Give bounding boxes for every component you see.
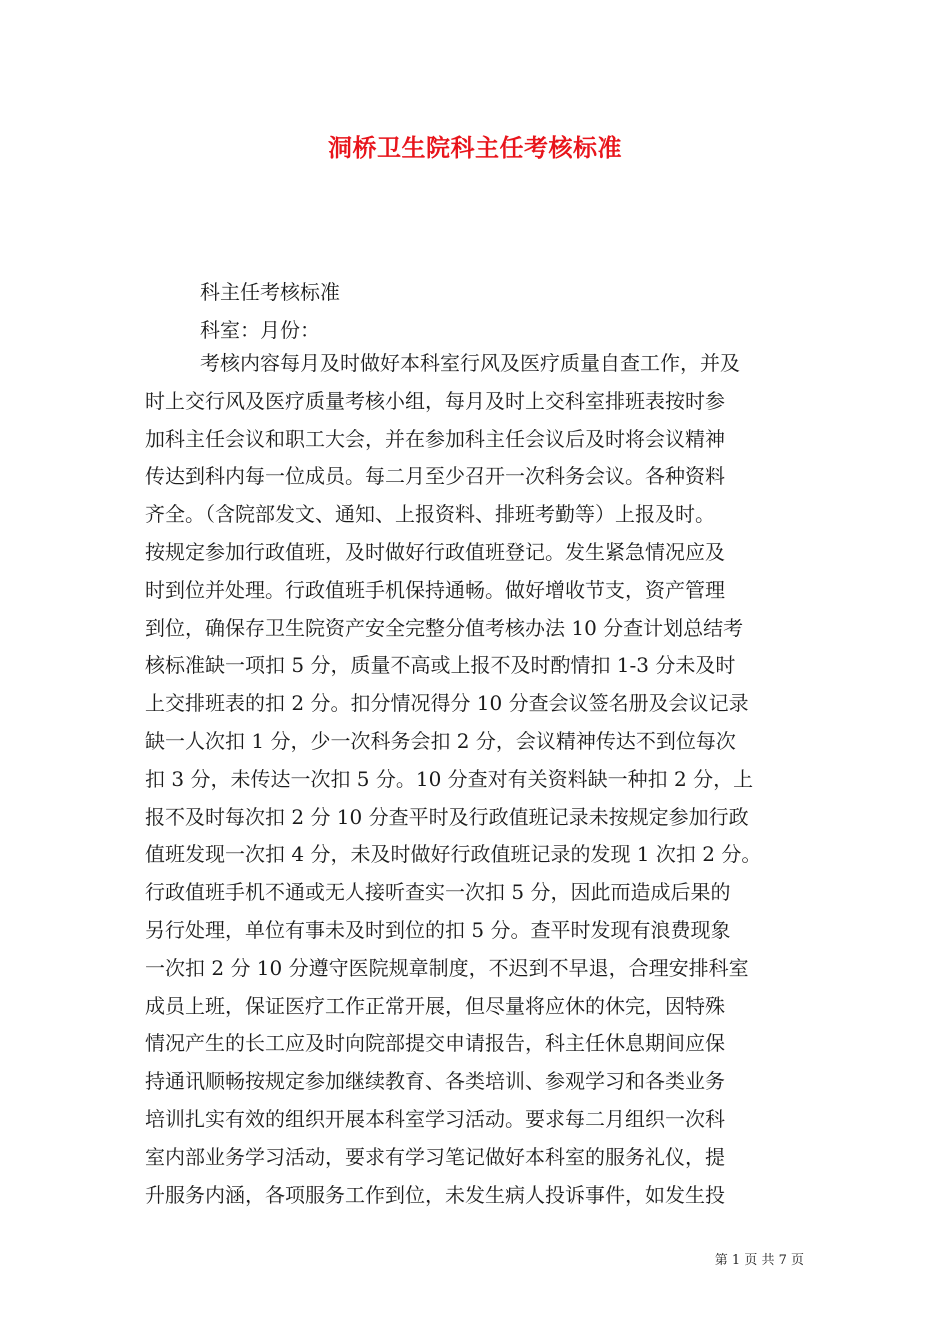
document-title: 洞桥卫生院科主任考核标准: [328, 133, 622, 162]
body-line: 核标准缺一项扣 5 分，质量不高或上报不及时酌情扣 1-3 分未及时: [145, 653, 736, 678]
body-line: 传达到科内每一位成员。每二月至少召开一次科务会议。各种资料: [145, 464, 725, 489]
page-number: 第 1 页 共 7 页: [714, 1253, 804, 1268]
body-line: 考核内容每月及时做好本科室行风及医疗质量自查工作，并及: [200, 351, 740, 375]
body-line: 室内部业务学习活动，要求有学习笔记做好本科室的服务礼仪，提: [145, 1144, 725, 1169]
body-line: 扣 3 分，未传达一次扣 5 分。10 分查对有关资料缺一种扣 2 分，上: [145, 766, 754, 791]
body-line: 齐全。（含院部发文、通知、上报资料、排班考勤等）上报及时。: [145, 502, 715, 527]
document-subtitle: 科主任考核标准: [200, 280, 340, 304]
body-line: 另行处理，单位有事未及时到位的扣 5 分。查平时发现有浪费现象: [145, 917, 731, 942]
body-line: 缺一人次扣 1 分，少一次科务会扣 2 分，会议精神传达不到位每次: [145, 728, 736, 753]
document-meta-line: 科室：月份：: [200, 318, 320, 342]
document-body: [145, 345, 825, 1214]
body-line: 时上交行风及医疗质量考核小组，每月及时上交科室排班表按时参: [145, 388, 725, 413]
body-line: 加科主任会议和职工大会，并在参加科主任会议后及时将会议精神: [145, 426, 725, 451]
body-line: 升服务内涵，各项服务工作到位，未发生病人投诉事件，如发生投: [145, 1182, 725, 1207]
body-line: 情况产生的长工应及时向院部提交申请报告，科主任休息期间应保: [145, 1031, 725, 1056]
body-line: 按规定参加行政值班，及时做好行政值班登记。发生紧急情况应及: [145, 539, 725, 564]
body-line: 成员上班，保证医疗工作正常开展，但尽量将应休的休完，因特殊: [145, 993, 725, 1018]
body-line: 行政值班手机不通或无人接听查实一次扣 5 分，因此而造成后果的: [145, 880, 731, 905]
body-line: 培训扎实有效的组织开展本科室学习活动。要求每二月组织一次科: [145, 1106, 725, 1131]
body-line: 值班发现一次扣 4 分，未及时做好行政值班记录的发现 1 次扣 2 分。: [145, 842, 762, 867]
body-line: 一次扣 2 分 10 分遵守医院规章制度，不迟到不早退，合理安排科室: [145, 955, 749, 980]
body-line: 时到位并处理。行政值班手机保持通畅。做好增收节支，资产管理: [145, 577, 725, 602]
body-line: 上交排班表的扣 2 分。扣分情况得分 10 分查会议签名册及会议记录: [145, 691, 749, 716]
body-line: 报不及时每次扣 2 分 10 分查平时及行政值班记录未按规定参加行政: [145, 804, 749, 829]
body-line: 持通讯顺畅按规定参加继续教育、各类培训、参观学习和各类业务: [145, 1069, 725, 1094]
body-line: 到位，确保存卫生院资产安全完整分值考核办法 10 分查计划总结考: [145, 615, 744, 640]
